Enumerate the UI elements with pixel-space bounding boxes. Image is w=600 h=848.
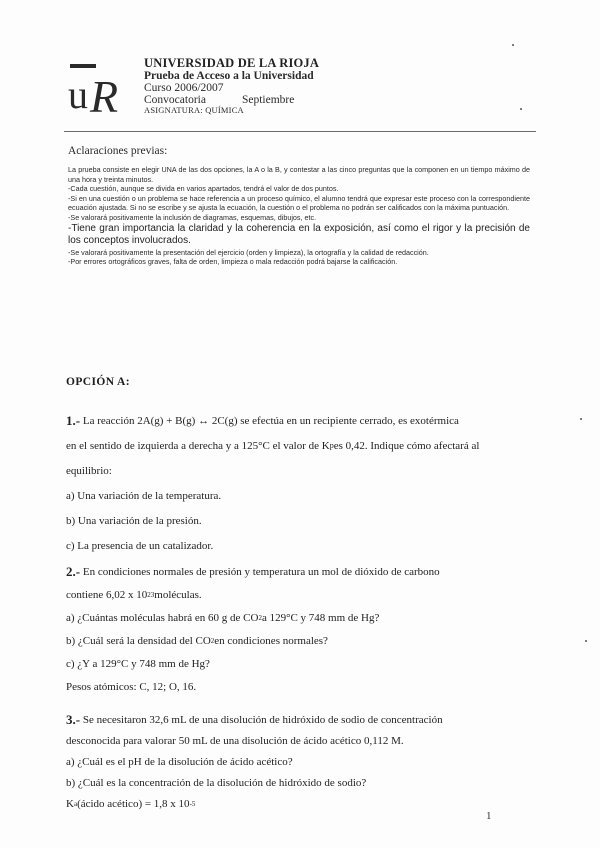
header-divider [64, 131, 536, 132]
q1-part-b: b) Una variación de la presión. [66, 514, 202, 527]
q2-part-a: a) ¿Cuántas moléculas habrá en 60 g de CO 2 a 129°C y 748 mm de Hg? [66, 611, 380, 624]
course-year: Curso 2006/2007 [144, 82, 224, 95]
q2-line-2: contiene 6,02 x 10 23 moléculas. [66, 588, 202, 601]
q2-part-b: b) ¿Cuál será la densidad del CO 2 en condiciones normales? [66, 634, 328, 647]
clarification-item: -Se valorará positivamente la presentación del ejercicio (orden y limpieza), la ortografía y la calidad de redacción. [68, 247, 429, 257]
q2-part-c: c) ¿Y a 129°C y 748 mm de Hg? [66, 657, 210, 670]
q3-ka-value: K a (ácido acético) = 1,8 x 10 -5 [66, 797, 196, 810]
scan-speck [520, 108, 522, 110]
q2-atomic-masses: Pesos atómicos: C, 12; O, 16. [66, 680, 197, 693]
question-1 [66, 408, 534, 558]
subject: ASIGNATURA: QUÍMICA [144, 105, 244, 116]
q1-part-c: c) La presencia de un catalizador. [66, 539, 214, 552]
q1-line-1: 1.- La reacción 2A(g) + B(g) ↔ 2C(g) se efectúa en un recipiente cerrado, es exotérmica [66, 412, 459, 428]
exam-header [144, 57, 319, 115]
q3-part-a: a) ¿Cuál es el pH de la disolución de ácido acético? [66, 755, 293, 768]
q1-line-2: en el sentido de izquierda a derecha y a 125°C el valor de K p es 0,42. Indique cómo afectará al [66, 439, 480, 452]
clarifications-title: Aclaraciones previas: [68, 145, 168, 157]
clarification-item: -Cada cuestión, aunque se divida en varios apartados, tendrá el valor de dos puntos. [68, 184, 339, 194]
q1-line-3: equilibrio: [66, 464, 112, 477]
page-number: 1 [486, 810, 492, 822]
clarification-item: -Por errores ortográficos graves, falta de orden, limpieza o mala redacción podrá bajarse la calificación. [68, 257, 398, 267]
q3-line-1: 3.- Se necesitaron 32,6 mL de una disolución de hidróxido de sodio de concentración [66, 711, 443, 727]
scan-speck [585, 640, 587, 642]
university-logo [66, 62, 134, 120]
svg-text:u: u [68, 72, 88, 117]
q1-number: 1.- [66, 412, 81, 428]
call-value: Septiembre [241, 94, 295, 107]
q2-number: 2.- [66, 563, 81, 579]
clarification-item: -Si en una cuestión o un problema se hace referencia a un proceso químico, el alumno tendrá que expresar este proceso con la correspondiente ecuación ajustada. Si no se escribe y se ajusta la ecuación, la cuestión o el problema no podrán ser calificados con la máxima puntuación. [68, 193, 530, 213]
q3-part-b: b) ¿Cuál es la concentración de la disolución de hidróxido de sodio? [66, 776, 367, 789]
scan-speck [580, 418, 582, 420]
question-2 [66, 560, 534, 698]
svg-text:R: R [90, 71, 119, 120]
clarification-item: -Se valorará positivamente la inclusión de diagramas, esquemas, dibujos, etc. [68, 212, 317, 222]
q2-line-1: 2.- En condiciones normales de presión y temperatura un mol de dióxido de carbono [66, 563, 440, 579]
exam-name: Prueba de Acceso a la Universidad [144, 70, 314, 83]
q1-part-a: a) Una variación de la temperatura. [66, 489, 222, 502]
university-name: UNIVERSIDAD DE LA RIOJA [144, 56, 320, 70]
call-label: Convocatoria [144, 94, 206, 107]
clarification-item: -Tiene gran importancia la claridad y la coherencia en la exposición, así como el rigor y la precisión de los conceptos involucrados. [68, 222, 530, 247]
clarifications-list [68, 165, 530, 267]
scan-speck [512, 44, 514, 46]
clarification-item: La prueba consiste en elegir UNA de las dos opciones, la A o la B, y contestar a las cinco preguntas que la componen en un tiempo máximo de una hora y treinta minutos. [68, 165, 530, 184]
q3-line-2: desconocida para valorar 50 mL de una disolución de ácido acético 0,112 M. [66, 734, 404, 747]
q3-number: 3.- [66, 711, 81, 727]
question-3 [66, 709, 534, 814]
option-title: OPCIÓN A: [66, 376, 130, 388]
